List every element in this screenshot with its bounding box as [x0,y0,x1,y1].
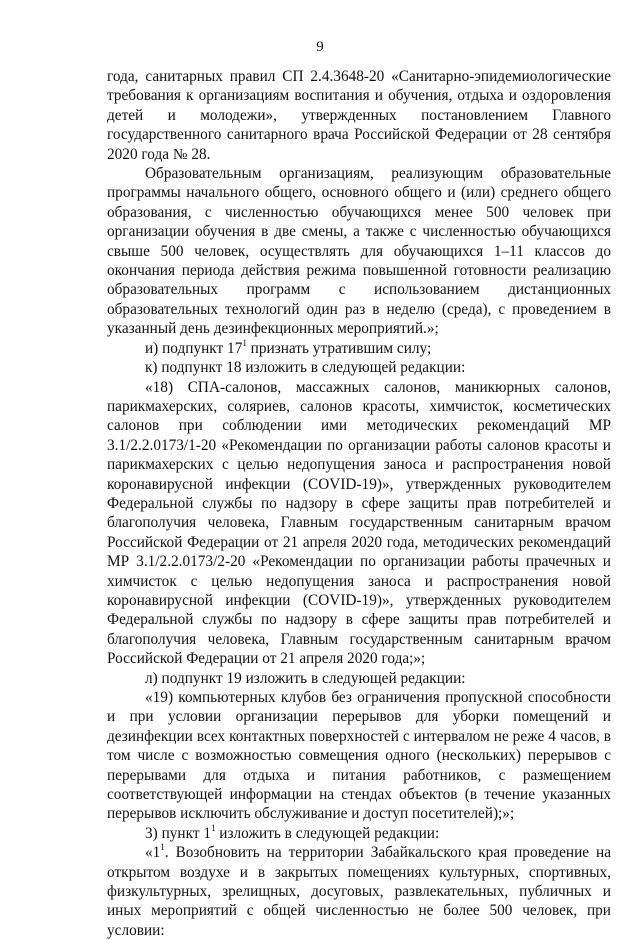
paragraph-subitem-l [107,669,611,688]
document-body [107,67,611,940]
paragraph-item-18 [107,378,611,669]
paragraph-text: «18) СПА-салонов, массажных салонов, маникюрных салонов, парикмахерских, соляриев, салонов красоты, химчисток, косметических салонов при соблюдении ими методических рекомендаций МР 3.1/2.2.0173/1-20 «Рекомендации по организации работы салонов красоты и парикмахерских с целью недопущения заноса и распространения новой коронавирусной инфекции (COVID-19)», утвержденных руководителем Федеральной службы по надзору в сфере защиты прав потребителей и благополучия человека, Главным государственным санитарным врачом Российской Федерации от 21 апреля 2020 года, методических рекомендаций МР 3.1/2.2.0173/2-20 «Рекомендации по организации работы прачечных и химчисток с целью недопущения заноса и распространения новой коронавирусной инфекции (COVID-19)», утвержденных руководителем Федеральной службы по надзору в сфере защиты прав потребителей и благополучия человека, Главным государственным санитарным врачом Российской Федерации от 21 апреля 2020 года;»; [107,378,611,668]
paragraph-text: л) подпункт 19 изложить в следующей редакции: [145,669,466,687]
paragraph-text: и) подпункт 17 [145,339,243,357]
paragraph-subitem-k [107,358,611,377]
paragraph-subitem-i [107,339,611,358]
paragraph-text: года, санитарных правил СП 2.4.3648-20 «Санитарно-эпидемиологические требования к организациям воспитания и обучения, отдыха и оздоровления детей и молодежи», утвержденных постановлением Главного государственного санитарного врача Российской Федерации от 28 сентября 2020 года № 28. [107,68,611,163]
paragraph-item-1-1 [107,843,611,940]
superscript: 1 [210,822,216,833]
paragraph-continuation [107,67,611,164]
paragraph-text: изложить в следующей редакции: [215,824,440,842]
paragraph-item-19 [107,688,611,824]
paragraph-text: «1 [145,844,161,862]
superscript: 1 [242,337,247,348]
paragraph-text: . Возобновить на территории Забайкальского края проведение на открытом воздухе и в закрытых помещениях культурных, спортивных, физкультурных, зрелищных, досуговых, развлекательных, публичных и иных мероприятий с общей численностью не более 500 человек, при условии: [107,844,611,939]
superscript: 1 [160,842,165,853]
paragraph-text: 3) пункт 1 [145,824,211,842]
paragraph-text: Образовательным организациям, реализующим образовательные программы начального общего, основного общего и (или) среднего общего образования, с численностью обучающихся менее 500 человек при организации обучения в две смены, а также с численностью обучающихся свыше 500 человек, осуществлять для обучающихся 1–11 классов до окончания периода действия режима повышенной готовности реализацию образовательных программ с использованием дистанционных образовательных технологий один раз в неделю (среда), с проведением в указанный день дезинфекционных мероприятий.»; [107,165,611,338]
paragraph-text: признать утратившим силу; [246,339,432,357]
paragraph-text: «19) компьютерных клубов без ограничения пропускной способности и при условии организации перерывов для уборки помещений и дезинфекции всех контактных поверхностей с интервалом не реже 4 часов, в том числе с возможностью совмещения одного (нескольких) перерывов с перерывами для отдыха и питания работников, с размещением соответствующей информации на стендах объектов (в течение указанных перерывов исключить обслуживание и доступ посетителей);»; [107,689,611,823]
paragraph-item-3 [107,824,611,843]
paragraph-text: к) подпункт 18 изложить в следующей редакции: [145,359,466,377]
paragraph-education-organizations [107,164,611,339]
page-number: 9 [316,39,324,55]
